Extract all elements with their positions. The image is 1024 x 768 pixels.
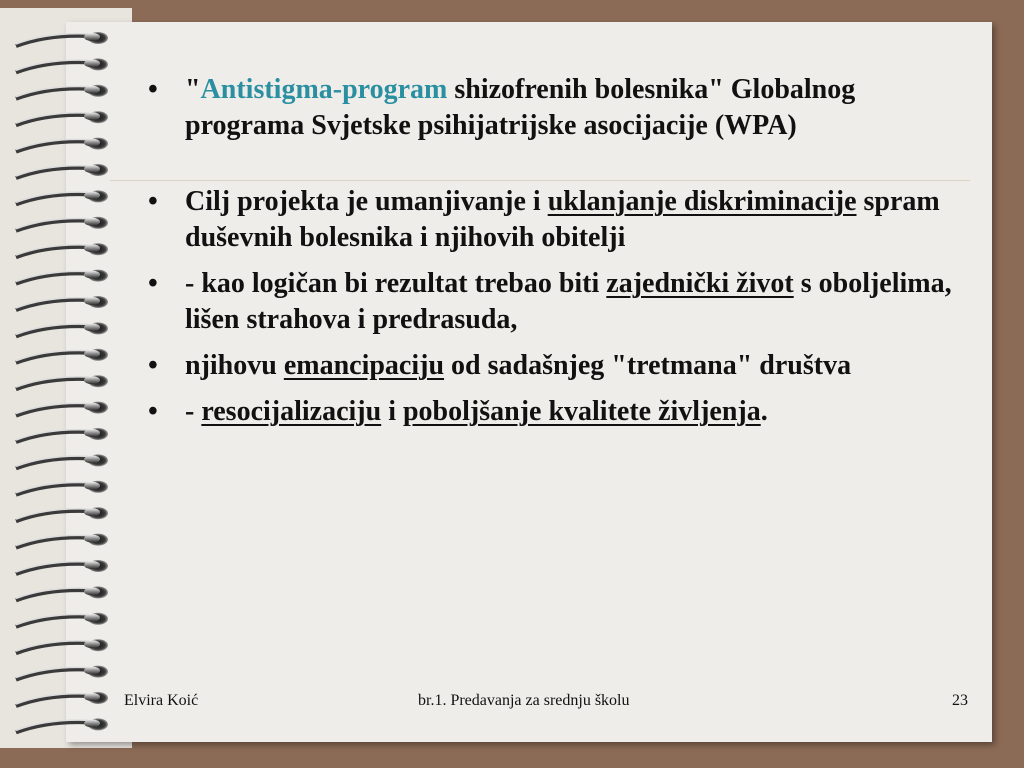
bullet-text: . — [760, 396, 768, 427]
bullet-item — [140, 184, 960, 256]
bullet-text: shizofrenih bolesnika" Globalnog programa Svjetske psihijatrijske asocijacije (WPA) — [185, 74, 856, 141]
bullet-marker: • — [148, 396, 158, 427]
footer-author: Elvira Koić — [124, 692, 199, 709]
bullet-text: i — [381, 396, 403, 427]
bullet-list — [140, 72, 960, 430]
underlined-term: resocijalizaciju — [201, 396, 382, 427]
footer-title: br.1. Predavanja za srednju školu — [418, 692, 630, 709]
bullet-marker: • — [148, 186, 158, 217]
bullet-marker: • — [148, 268, 158, 299]
bullet-text: s oboljelima, lišen strahova i predrasuda, — [185, 268, 952, 335]
highlighted-term: Antistigma-program — [200, 74, 448, 105]
underlined-term: emancipaciju — [283, 350, 445, 381]
bullet-text: Cilj projekta je umanjivanje i — [185, 186, 548, 217]
underlined-term: zajednički život — [606, 268, 794, 299]
underlined-term: uklanjanje diskriminacije — [547, 186, 857, 217]
bullet-text: - kao logičan bi rezultat trebao biti — [185, 268, 607, 299]
bullet-item — [140, 348, 960, 384]
bullet-item — [140, 266, 960, 338]
bullet-text: - — [185, 396, 202, 427]
bullet-text: " — [185, 74, 201, 105]
underlined-term: poboljšanje kvalitete življenja — [402, 396, 761, 427]
bullet-marker: • — [148, 350, 158, 381]
bullet-text: spram duševnih bolesnika i njihovih obitelji — [185, 186, 940, 253]
spiral-binding-icon — [8, 20, 118, 740]
bullet-marker: • — [148, 74, 158, 105]
bullet-text: njihovu — [185, 350, 284, 381]
bullet-text: od sadašnjeg "tretmana" društva — [444, 350, 852, 381]
footer-page-number: 23 — [952, 692, 968, 709]
bullet-item — [140, 394, 960, 430]
bullet-item — [140, 72, 960, 144]
